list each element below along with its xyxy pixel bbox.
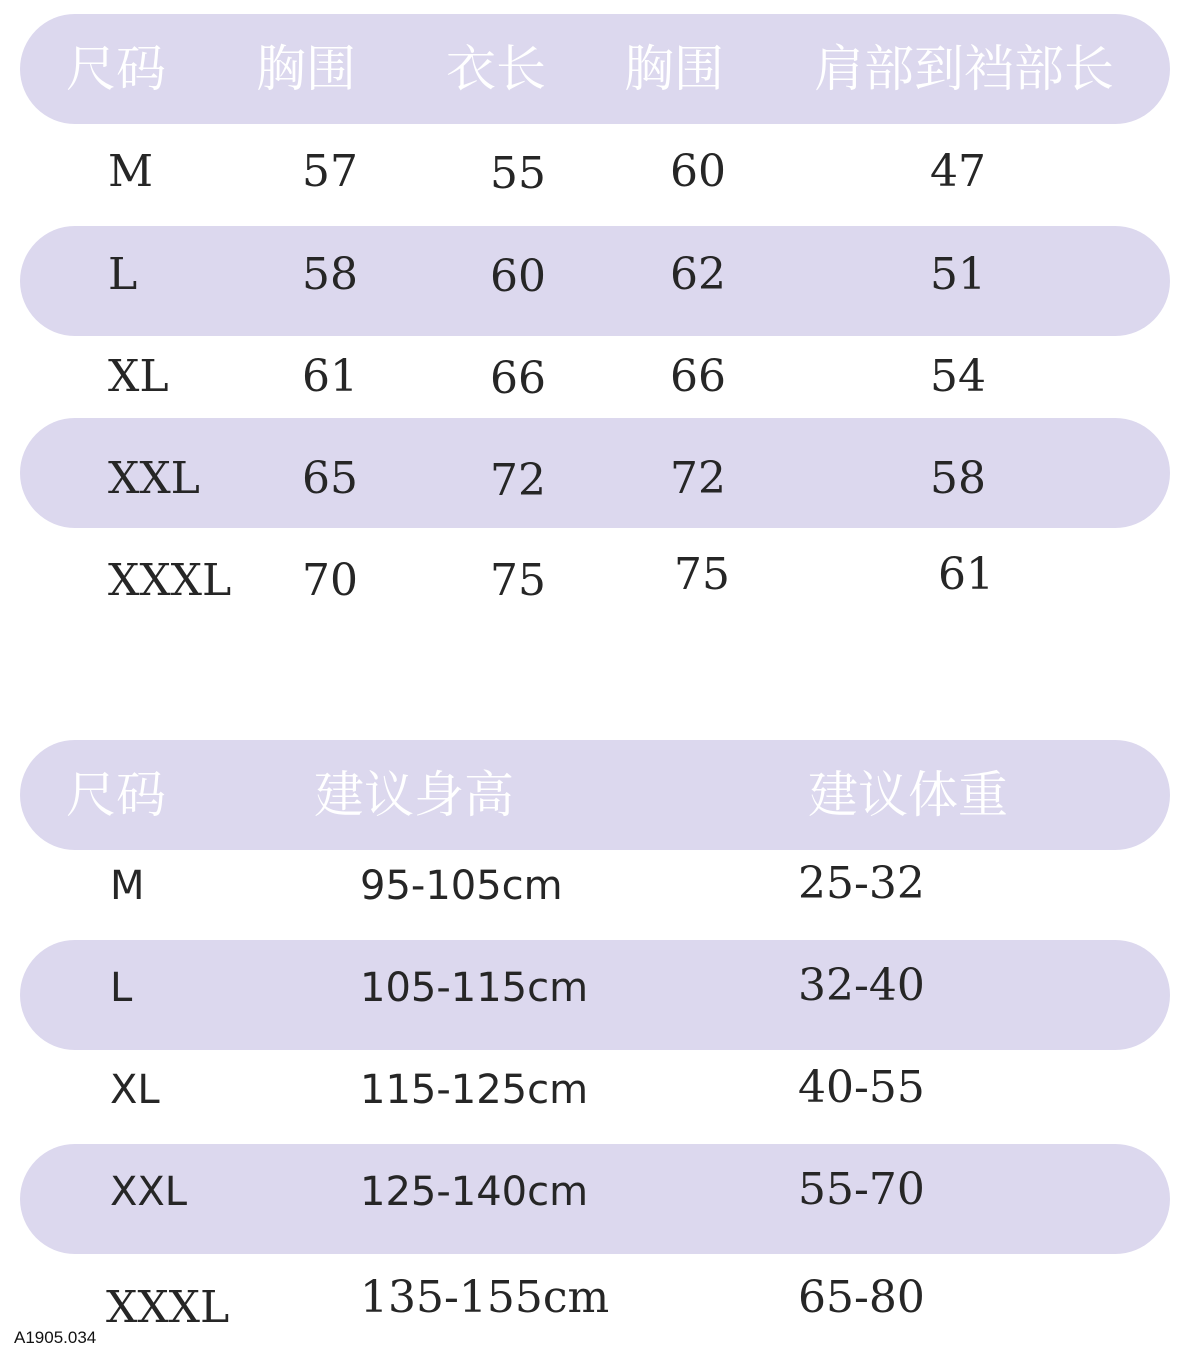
cell-height: 105-115cm [360,965,589,1011]
cell-chest-2: 66 [670,351,726,402]
cell-chest: 70 [302,555,358,606]
cell-chest: 57 [302,146,358,197]
header-shoulder-to-crotch: 肩部到裆部长 [814,40,1114,98]
cell-size: L [110,965,133,1011]
row-band [20,940,1170,1050]
cell-chest-2: 75 [674,549,730,600]
cell-size: XL [110,1067,160,1113]
cell-weight: 25-32 [798,858,925,909]
cell-height: 125-140cm [360,1169,589,1215]
cell-shoulder-crotch: 47 [930,146,986,197]
header-chest: 胸围 [256,40,356,98]
cell-length: 55 [490,148,546,199]
cell-size: XXXL [108,555,232,606]
cell-length: 72 [490,455,546,506]
cell-size: XXXL [106,1282,230,1333]
header-chest-2: 胸围 [624,40,724,98]
cell-length: 66 [490,353,546,404]
header-size: 尺码 [66,40,166,98]
cell-size: XXL [110,1169,188,1215]
cell-size: XL [108,351,169,402]
cell-height: 135-155cm [360,1272,610,1323]
cell-chest: 58 [302,249,358,300]
cell-weight: 32-40 [798,960,925,1011]
cell-shoulder-crotch: 58 [930,453,986,504]
header-size: 尺码 [66,766,166,824]
header-length: 衣长 [446,40,546,98]
row-band [20,1144,1170,1254]
cell-weight: 40-55 [798,1062,925,1113]
header-suggested-weight: 建议体重 [808,766,1008,824]
cell-height: 95-105cm [360,863,563,909]
cell-chest: 61 [302,351,358,402]
header-suggested-height: 建议身高 [314,766,514,824]
cell-height: 115-125cm [360,1067,589,1113]
cell-shoulder-crotch: 51 [930,249,986,300]
cell-length: 60 [490,251,546,302]
cell-size: M [110,863,145,909]
cell-size: XXL [108,453,200,504]
cell-chest: 65 [302,453,358,504]
cell-chest-2: 62 [670,249,726,300]
cell-shoulder-crotch: 61 [938,549,994,600]
product-code: A1905.034 [14,1328,97,1347]
cell-size: L [108,249,138,300]
cell-chest-2: 72 [670,453,726,504]
cell-weight: 55-70 [798,1164,925,1215]
cell-chest-2: 60 [670,146,726,197]
cell-weight: 65-80 [798,1272,925,1323]
cell-length: 75 [490,555,546,606]
cell-size: M [108,146,154,197]
row-band [20,226,1170,336]
cell-shoulder-crotch: 54 [930,351,986,402]
